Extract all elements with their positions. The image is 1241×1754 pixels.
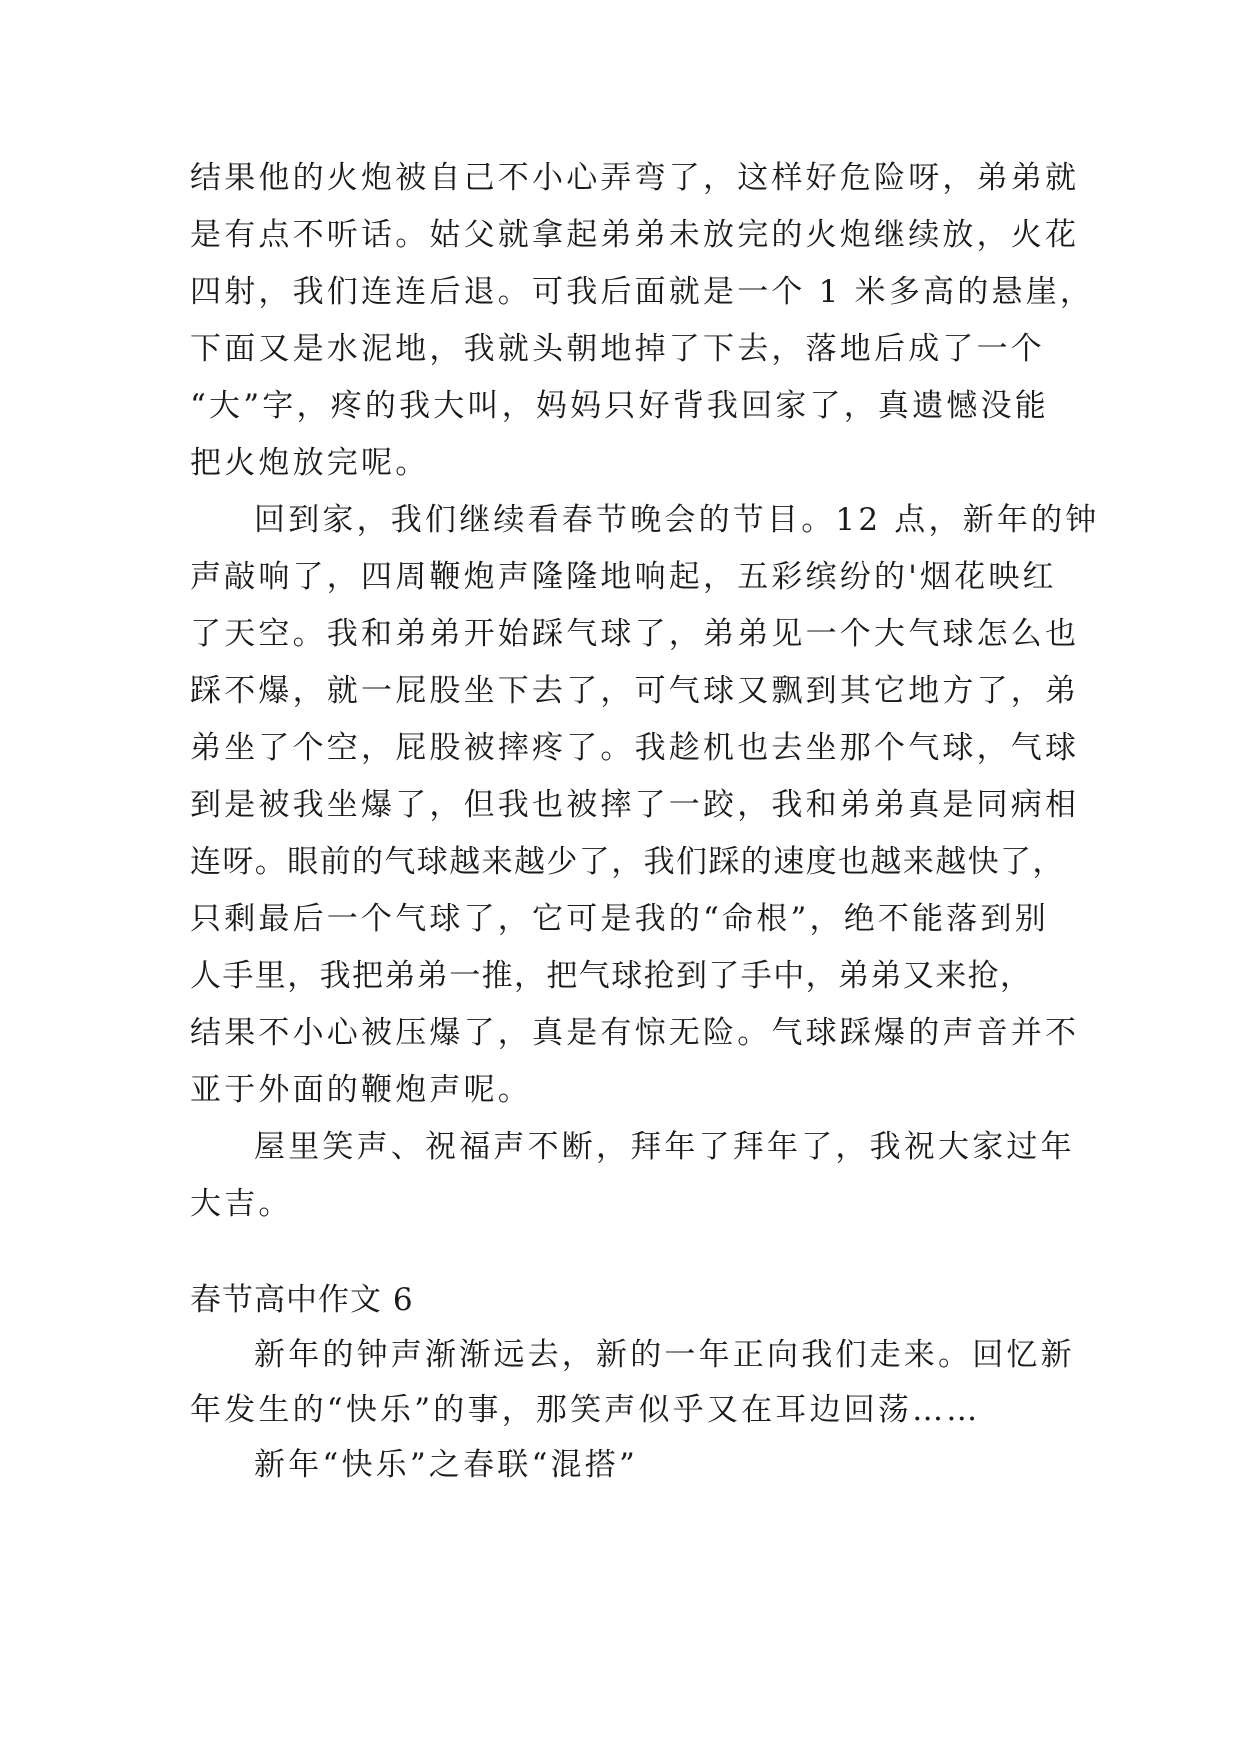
paragraph-2-line-9: 人手里，我把弟弟一推，把气球抢到了手中，弟弟又来抢， (190, 958, 1033, 994)
paragraph-4-line-2: 年发生的“快乐”的事，那笑声似乎又在耳边回荡…… (190, 1392, 981, 1428)
paragraph-2-line-3: 了天空。我和弟弟开始踩气球了，弟弟见一个大气球怎么也 (190, 616, 1080, 652)
paragraph-2-line-11: 亚于外面的鞭炮声呢。 (190, 1072, 532, 1108)
paragraph-2-line-5: 弟坐了个空，屁股被摔疼了。我趁机也去坐那个气球，气球 (190, 730, 1080, 766)
paragraph-2-line-4: 踩不爆，就一屁股坐下去了，可气球又飘到其它地方了，弟 (190, 673, 1080, 709)
paragraph-2-line-1: 回到家，我们继续看春节晚会的节目。12 点，新年的钟 (254, 502, 1100, 538)
paragraph-1-line-5: “大”字，疼的我大叫，妈妈只好背我回家了，真遗憾没能 (190, 388, 1049, 424)
section-title: 春节高中作文 6 (190, 1282, 414, 1318)
paragraph-3-line-2: 大吉。 (190, 1186, 293, 1222)
paragraph-1-line-1: 结果他的火炮被自己不小心弄弯了，这样好危险呀，弟弟就 (190, 160, 1080, 196)
paragraph-2-line-6: 到是被我坐爆了，但我也被摔了一跤，我和弟弟真是同病相 (190, 787, 1080, 823)
paragraph-1-line-3: 四射，我们连连后退。可我后面就是一个 1 米多高的悬崖， (190, 274, 1095, 310)
paragraph-2-line-2: 声敲响了，四周鞭炮声隆隆地响起，五彩缤纷的'烟花映红 (190, 559, 1057, 595)
paragraph-2-line-10: 结果不小心被压爆了，真是有惊无险。气球踩爆的声音并不 (190, 1015, 1080, 1051)
paragraph-1-line-2: 是有点不听话。姑父就拿起弟弟未放完的火炮继续放，火花 (190, 217, 1080, 253)
paragraph-5-line-1: 新年“快乐”之春联“混搭” (254, 1447, 638, 1483)
paragraph-3-line-1: 屋里笑声、祝福声不断，拜年了拜年了，我祝大家过年 (254, 1129, 1075, 1165)
paragraph-2-line-7: 连呀。眼前的气球越来越少了，我们踩的速度也越来越快了， (190, 844, 1065, 880)
paragraph-4-line-1: 新年的钟声渐渐远去，新的一年正向我们走来。回忆新 (254, 1337, 1075, 1373)
paragraph-1-line-4: 下面又是水泥地，我就头朝地掉了下去，落地后成了一个 (190, 331, 1045, 367)
paragraph-1-line-6: 把火炮放完呢。 (190, 445, 430, 481)
paragraph-2-line-8: 只剩最后一个气球了，它可是我的“命根”，绝不能落到别 (190, 901, 1049, 937)
